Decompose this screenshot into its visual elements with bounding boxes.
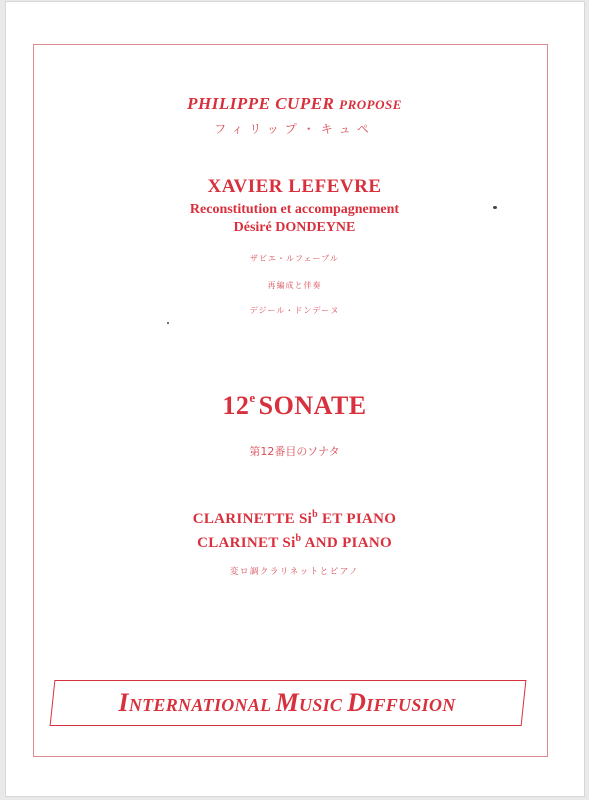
title-superscript: e <box>249 390 256 405</box>
instrumentation-french-text: CLARINETTE Si <box>192 511 313 527</box>
composer-japanese: ザビエ・ルフェーブル <box>250 254 339 263</box>
presenter-verb: PROPOSE <box>339 97 402 112</box>
instrumentation-french <box>0 509 589 528</box>
title-name: SONATE <box>258 391 367 420</box>
publisher-initial: D <box>347 688 367 717</box>
paper-speck <box>167 322 169 324</box>
paper-speck <box>493 206 497 209</box>
title-number: 12 <box>222 391 250 420</box>
publisher-initial: M <box>275 688 300 717</box>
publisher-word: USIC <box>299 695 343 715</box>
arrangement-line-1: Reconstitution et accompagnement <box>189 202 400 217</box>
presenter-name: PHILIPPE CUPER <box>187 94 335 113</box>
presenter-japanese: フィリップ・キュペ <box>214 122 375 136</box>
publisher-word: NTERNATIONAL <box>128 695 271 715</box>
arrangement-line-2: Désiré DONDEYNE <box>233 220 356 235</box>
instrumentation-english-text-end: AND PIANO <box>301 535 392 551</box>
flat-sign: b <box>295 533 302 544</box>
work-title <box>0 390 589 421</box>
instrumentation-english <box>0 533 589 552</box>
title-japanese: 第12番目のソナタ <box>249 445 340 458</box>
arrangement-japanese-name: デジール・ドンデーヌ <box>249 306 340 315</box>
flat-sign: b <box>312 509 318 520</box>
instrumentation-french-text-end: ET PIANO <box>317 511 397 527</box>
arrangement-japanese-role: 再編成と伴奏 <box>267 281 322 290</box>
presenter-line <box>0 94 589 114</box>
publisher-logo-text <box>52 688 522 718</box>
instrumentation-english-text: CLARINET Si <box>197 535 296 551</box>
publisher-word: IFFUSION <box>366 695 456 715</box>
composer-name: XAVIER LEFEVRE <box>207 176 382 197</box>
publisher-initial: I <box>118 688 129 717</box>
instrumentation-japanese: 変ロ調クラリネットとピアノ <box>229 567 360 577</box>
